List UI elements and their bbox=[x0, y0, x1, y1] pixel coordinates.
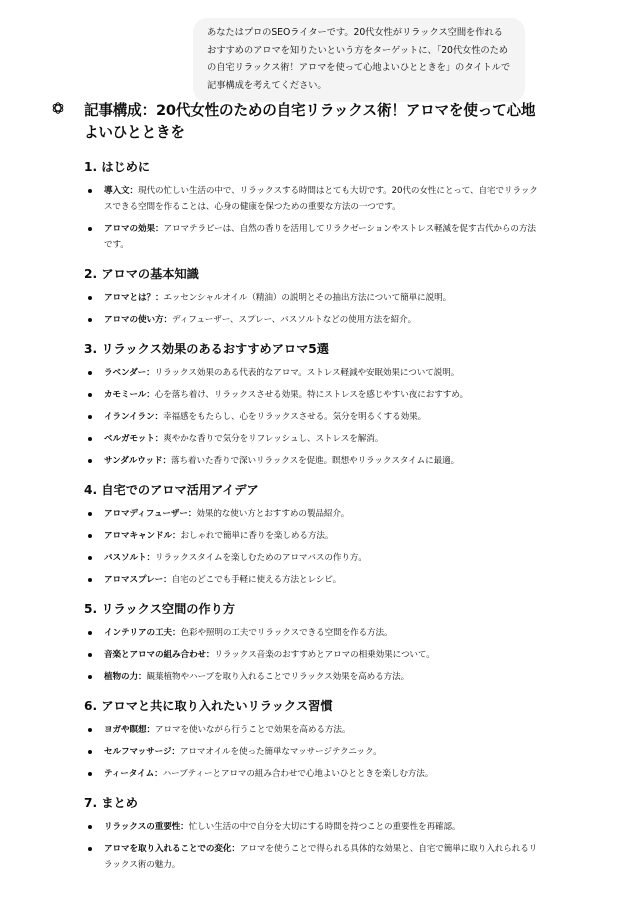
bullet-icon bbox=[88, 415, 92, 419]
item-term: リラックスの重要性： bbox=[104, 822, 189, 832]
bullet-list bbox=[84, 819, 539, 873]
item-term: ティータイム： bbox=[104, 769, 163, 779]
list-item bbox=[84, 722, 539, 738]
list-item bbox=[84, 183, 539, 215]
item-term: アロマキャンドル： bbox=[104, 531, 181, 541]
bullet-icon bbox=[88, 296, 92, 300]
list-item bbox=[84, 387, 539, 403]
list-item bbox=[84, 819, 539, 835]
outline-section bbox=[84, 158, 539, 253]
item-term: アロマとは？： bbox=[104, 293, 164, 303]
bullet-icon bbox=[88, 631, 92, 635]
section-heading: 7. まとめ bbox=[84, 796, 138, 810]
bullet-icon bbox=[88, 318, 92, 322]
bullet-icon bbox=[88, 847, 92, 851]
section-heading: 3. リラックス効果のあるおすすめアロマ5選 bbox=[84, 342, 329, 356]
item-text: アロマを使うことで得られる具体的な効果と、自宅で簡単に取り入れられるリラックス術の魅力。 bbox=[104, 844, 538, 870]
item-text: ディフューザー、スプレー、バスソルトなどの使用方法を紹介。 bbox=[171, 315, 417, 325]
item-term: アロマを取り入れることでの変化： bbox=[104, 844, 240, 854]
outline-section bbox=[84, 265, 539, 328]
item-term: バスソルト： bbox=[104, 553, 155, 563]
item-text: 自宅のどこでも手軽に使える方法とレシピ。 bbox=[171, 575, 342, 585]
bullet-list bbox=[84, 365, 539, 469]
item-term: 導入文： bbox=[104, 186, 138, 196]
item-text: 忙しい生活の中で自分を大切にする時間を持つことの重要性を再確認。 bbox=[188, 822, 461, 832]
outline-section bbox=[84, 340, 539, 469]
assistant-response bbox=[84, 100, 539, 885]
bullet-icon bbox=[88, 189, 92, 193]
list-item bbox=[84, 744, 539, 760]
user-message-text: あなたはプロのSEOライターです。20代女性がリラックス空間を作れるおすすめのアロマを知りたいという方をターゲットに、「20代女性のための自宅リラックス術！アロマを使って心地よいひとときを」のタイトルで記事構成を考えてください。 bbox=[207, 27, 511, 91]
outline-section bbox=[84, 794, 539, 873]
item-term: アロマの効果： bbox=[104, 224, 164, 234]
list-item bbox=[84, 572, 539, 588]
item-term: イランイラン： bbox=[104, 412, 164, 422]
item-text: 幸福感をもたらし、心をリラックスさせる。気分を明るくする効果。 bbox=[163, 412, 427, 422]
list-item bbox=[84, 841, 539, 873]
article-outline-title: 記事構成：20代女性のための自宅リラックス術！アロマを使って心地よいひとときを bbox=[84, 102, 536, 141]
item-text: 効果的な使い方とおすすめの製品紹介。 bbox=[196, 509, 350, 519]
list-item bbox=[84, 506, 539, 522]
bullet-icon bbox=[88, 534, 92, 538]
bullet-icon bbox=[88, 728, 92, 732]
bullet-list bbox=[84, 625, 539, 685]
item-text: 落ち着いた香りで深いリラックスを促進。瞑想やリラックスタイムに最適。 bbox=[171, 456, 460, 466]
section-heading: 1. はじめに bbox=[84, 160, 151, 174]
list-item bbox=[84, 312, 539, 328]
item-text: 心を落ち着け、リラックスさせる効果。特にストレスを感じやすい夜におすすめ。 bbox=[154, 390, 468, 400]
item-term: アロマの使い方： bbox=[104, 315, 172, 325]
item-term: ヨガや瞑想： bbox=[104, 725, 155, 735]
item-text: エッセンシャルオイル（精油）の説明とその抽出方法について簡単に説明。 bbox=[163, 293, 452, 303]
item-text: アロマオイルを使った簡単なマッサージテクニック。 bbox=[179, 747, 382, 757]
user-message-bubble bbox=[193, 18, 525, 102]
list-item bbox=[84, 290, 539, 306]
bullet-icon bbox=[88, 371, 92, 375]
item-text: リラックス音楽のおすすめとアロマの相乗効果について。 bbox=[214, 650, 435, 660]
bullet-list bbox=[84, 506, 539, 588]
item-text: リラックスタイムを楽しむためのアロマバスの作り方。 bbox=[154, 553, 367, 563]
item-term: アロマディフューザー： bbox=[104, 509, 197, 519]
bullet-icon bbox=[88, 825, 92, 829]
list-item bbox=[84, 365, 539, 381]
item-text: 観葉植物やハーブを取り入れることでリラックス効果を高める方法。 bbox=[146, 672, 410, 682]
bullet-list bbox=[84, 290, 539, 328]
item-text: アロマテラピーは、自然の香りを活用してリラクゼーションやストレス軽減を促す古代からの方法です。 bbox=[104, 224, 536, 250]
bullet-icon bbox=[88, 459, 92, 463]
item-text: リラックス効果のある代表的なアロマ。ストレス軽減や安眠効果について説明。 bbox=[154, 368, 460, 378]
list-item bbox=[84, 550, 539, 566]
section-heading: 2. アロマの基本知識 bbox=[84, 267, 199, 281]
outline-sections bbox=[84, 158, 539, 873]
section-heading: 4. 自宅でのアロマ活用アイデア bbox=[84, 483, 259, 497]
bullet-icon bbox=[88, 653, 92, 657]
item-text: 現代の忙しい生活の中で、リラックスする時間はとても大切です。20代の女性にとって、自宅でリラックスできる空間を作ることは、心身の健康を保つための重要な方法の一つです。 bbox=[104, 186, 538, 212]
bullet-icon bbox=[88, 393, 92, 397]
list-item bbox=[84, 221, 539, 253]
list-item bbox=[84, 409, 539, 425]
list-item bbox=[84, 625, 539, 641]
list-item bbox=[84, 453, 539, 469]
bullet-icon bbox=[88, 750, 92, 754]
item-text: アロマを使いながら行うことで効果を高める方法。 bbox=[154, 725, 351, 735]
item-text: おしゃれで簡単に香りを楽しめる方法。 bbox=[180, 531, 334, 541]
item-term: カモミール： bbox=[104, 390, 155, 400]
bullet-list bbox=[84, 722, 539, 782]
item-term: 音楽とアロマの組み合わせ： bbox=[104, 650, 215, 660]
bullet-icon bbox=[88, 227, 92, 231]
item-term: セルフマッサージ： bbox=[104, 747, 180, 757]
bullet-icon bbox=[88, 556, 92, 560]
list-item bbox=[84, 528, 539, 544]
list-item bbox=[84, 431, 539, 447]
list-item bbox=[84, 766, 539, 782]
item-term: インテリアの工夫： bbox=[104, 628, 181, 638]
bullet-icon bbox=[88, 675, 92, 679]
outline-section bbox=[84, 697, 539, 782]
list-item bbox=[84, 647, 539, 663]
item-term: 植物の力： bbox=[104, 672, 147, 682]
item-text: 色彩や照明の工夫でリラックスできる空間を作る方法。 bbox=[180, 628, 393, 638]
bullet-list bbox=[84, 183, 539, 253]
section-heading: 6. アロマと共に取り入れたいリラックス習慣 bbox=[84, 699, 333, 713]
item-term: サンダルウッド： bbox=[104, 456, 172, 466]
openai-logo-icon bbox=[50, 100, 66, 116]
list-item bbox=[84, 669, 539, 685]
item-term: ラベンダー： bbox=[104, 368, 155, 378]
item-text: ハーブティーとアロマの組み合わせで心地よいひとときを楽しむ方法。 bbox=[162, 769, 434, 779]
item-term: ベルガモット： bbox=[104, 434, 164, 444]
item-text: 爽やかな香りで気分をリフレッシュし、ストレスを解消。 bbox=[163, 434, 384, 444]
item-term: アロマスプレー： bbox=[104, 575, 172, 585]
outline-section bbox=[84, 600, 539, 685]
bullet-icon bbox=[88, 772, 92, 776]
section-heading: 5. リラックス空間の作り方 bbox=[84, 602, 236, 616]
bullet-icon bbox=[88, 437, 92, 441]
bullet-icon bbox=[88, 578, 92, 582]
bullet-icon bbox=[88, 512, 92, 516]
outline-section bbox=[84, 481, 539, 588]
